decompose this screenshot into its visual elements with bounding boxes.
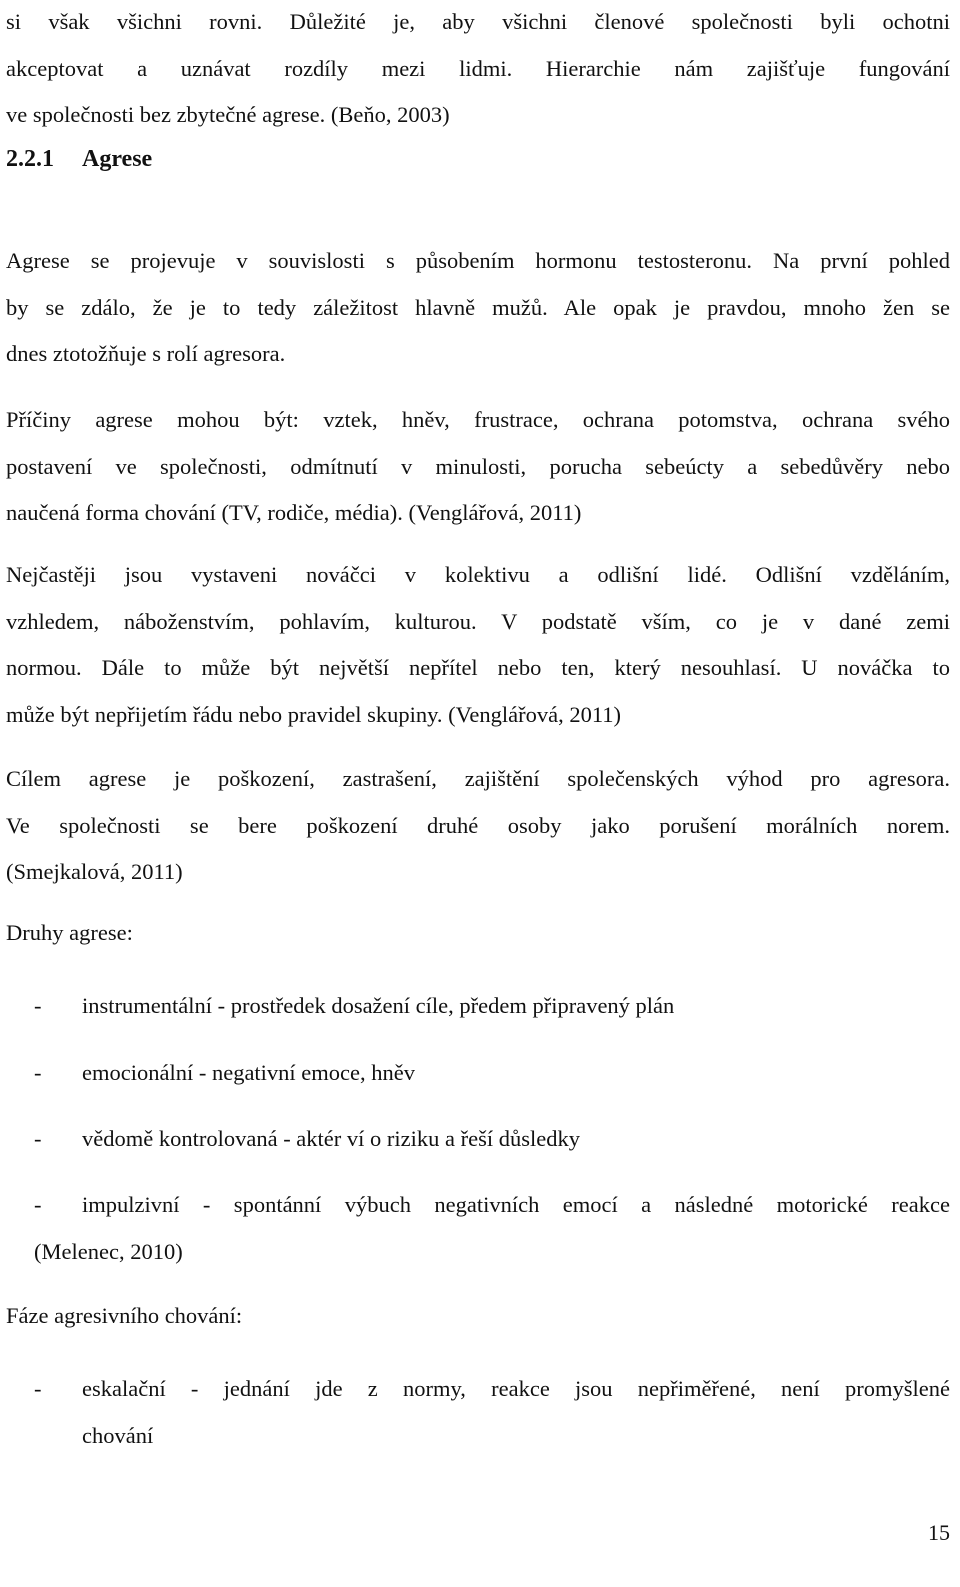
section-heading xyxy=(6,146,152,173)
text-line: Ve společnosti se bere poškození druhé osoby jako porušení morálních norem. xyxy=(6,812,950,838)
text-line: Agrese se projevuje v souvislosti s působením hormonu testosteronu. Na první pohled xyxy=(6,248,950,273)
text-line: naučená forma chování (TV, rodiče, média). (Venglářová, 2011) xyxy=(6,500,582,525)
text-line: dnes ztotožňuje s rolí agresora. xyxy=(6,341,286,366)
text-line: postavení ve společnosti, odmítnutí v minulosti, porucha sebeúcty a sebedůvěry nebo xyxy=(6,453,950,479)
list-item-continuation: (Melenec, 2010) xyxy=(34,1238,183,1264)
section-title: Agrese xyxy=(82,146,153,172)
text-line: Nejčastěji jsou vystaveni nováčci v kolektivu a odlišní lidé. Odlišní vzděláním, xyxy=(6,562,950,587)
text-line: (Smejkalová, 2011) xyxy=(6,859,183,884)
list-item-text: emocionální - negativní emoce, hněv xyxy=(82,1060,416,1085)
text-line: Příčiny agrese mohou být: vztek, hněv, frustrace, ochrana potomstva, ochrana svého xyxy=(6,407,950,432)
paragraph xyxy=(6,397,950,537)
paragraph xyxy=(6,552,950,738)
intro-paragraph xyxy=(6,0,950,139)
paragraph xyxy=(6,756,950,896)
types-label: Druhy agrese: xyxy=(6,920,133,945)
text-line: by se zdálo, že je to tedy záležitost hlavně mužů. Ale opak je pravdou, mnoho žen se xyxy=(6,294,950,320)
text-line: Cílem agrese je poškození, zastrašení, zajištění společenských výhod pro agresora. xyxy=(6,766,950,791)
list-item-text: instrumentální - prostředek dosažení cíle, předem připravený plán xyxy=(82,993,675,1018)
list-item-text: impulzivní - spontánní výbuch negativních emocí a následné motorické reakce xyxy=(82,1192,950,1217)
text-line: ve společnosti bez zbytečné agrese. (Beňo, 2003) xyxy=(6,102,450,127)
text-line: normou. Dále to může být největší nepřítel nebo ten, který nesouhlasí. U nováčka to xyxy=(6,655,950,680)
text-line: akceptovat a uznávat rozdíly mezi lidmi. Hierarchie nám zajišťuje fungování xyxy=(6,55,950,81)
text-line: si však všichni rovni. Důležité je, aby všichni členové společnosti byli ochotni xyxy=(6,9,950,34)
section-number: 2.2.1 xyxy=(6,146,54,172)
text-line: může být nepřijetím řádu nebo pravidel skupiny. (Venglářová, 2011) xyxy=(6,701,622,727)
list-item-continuation: chování xyxy=(82,1422,154,1448)
list-item-text: vědomě kontrolovaná - aktér ví o riziku a řeší důsledky xyxy=(82,1126,580,1151)
paragraph xyxy=(6,238,950,378)
phases-label: Fáze agresivního chování: xyxy=(6,1303,243,1328)
page-number: 15 xyxy=(928,1520,950,1545)
text-line: vzhledem, náboženstvím, pohlavím, kulturou. V podstatě vším, co je v dané zemi xyxy=(6,608,950,634)
list-item-text: eskalační - jednání jde z normy, reakce jsou nepřiměřené, není promyšlené xyxy=(82,1376,950,1401)
